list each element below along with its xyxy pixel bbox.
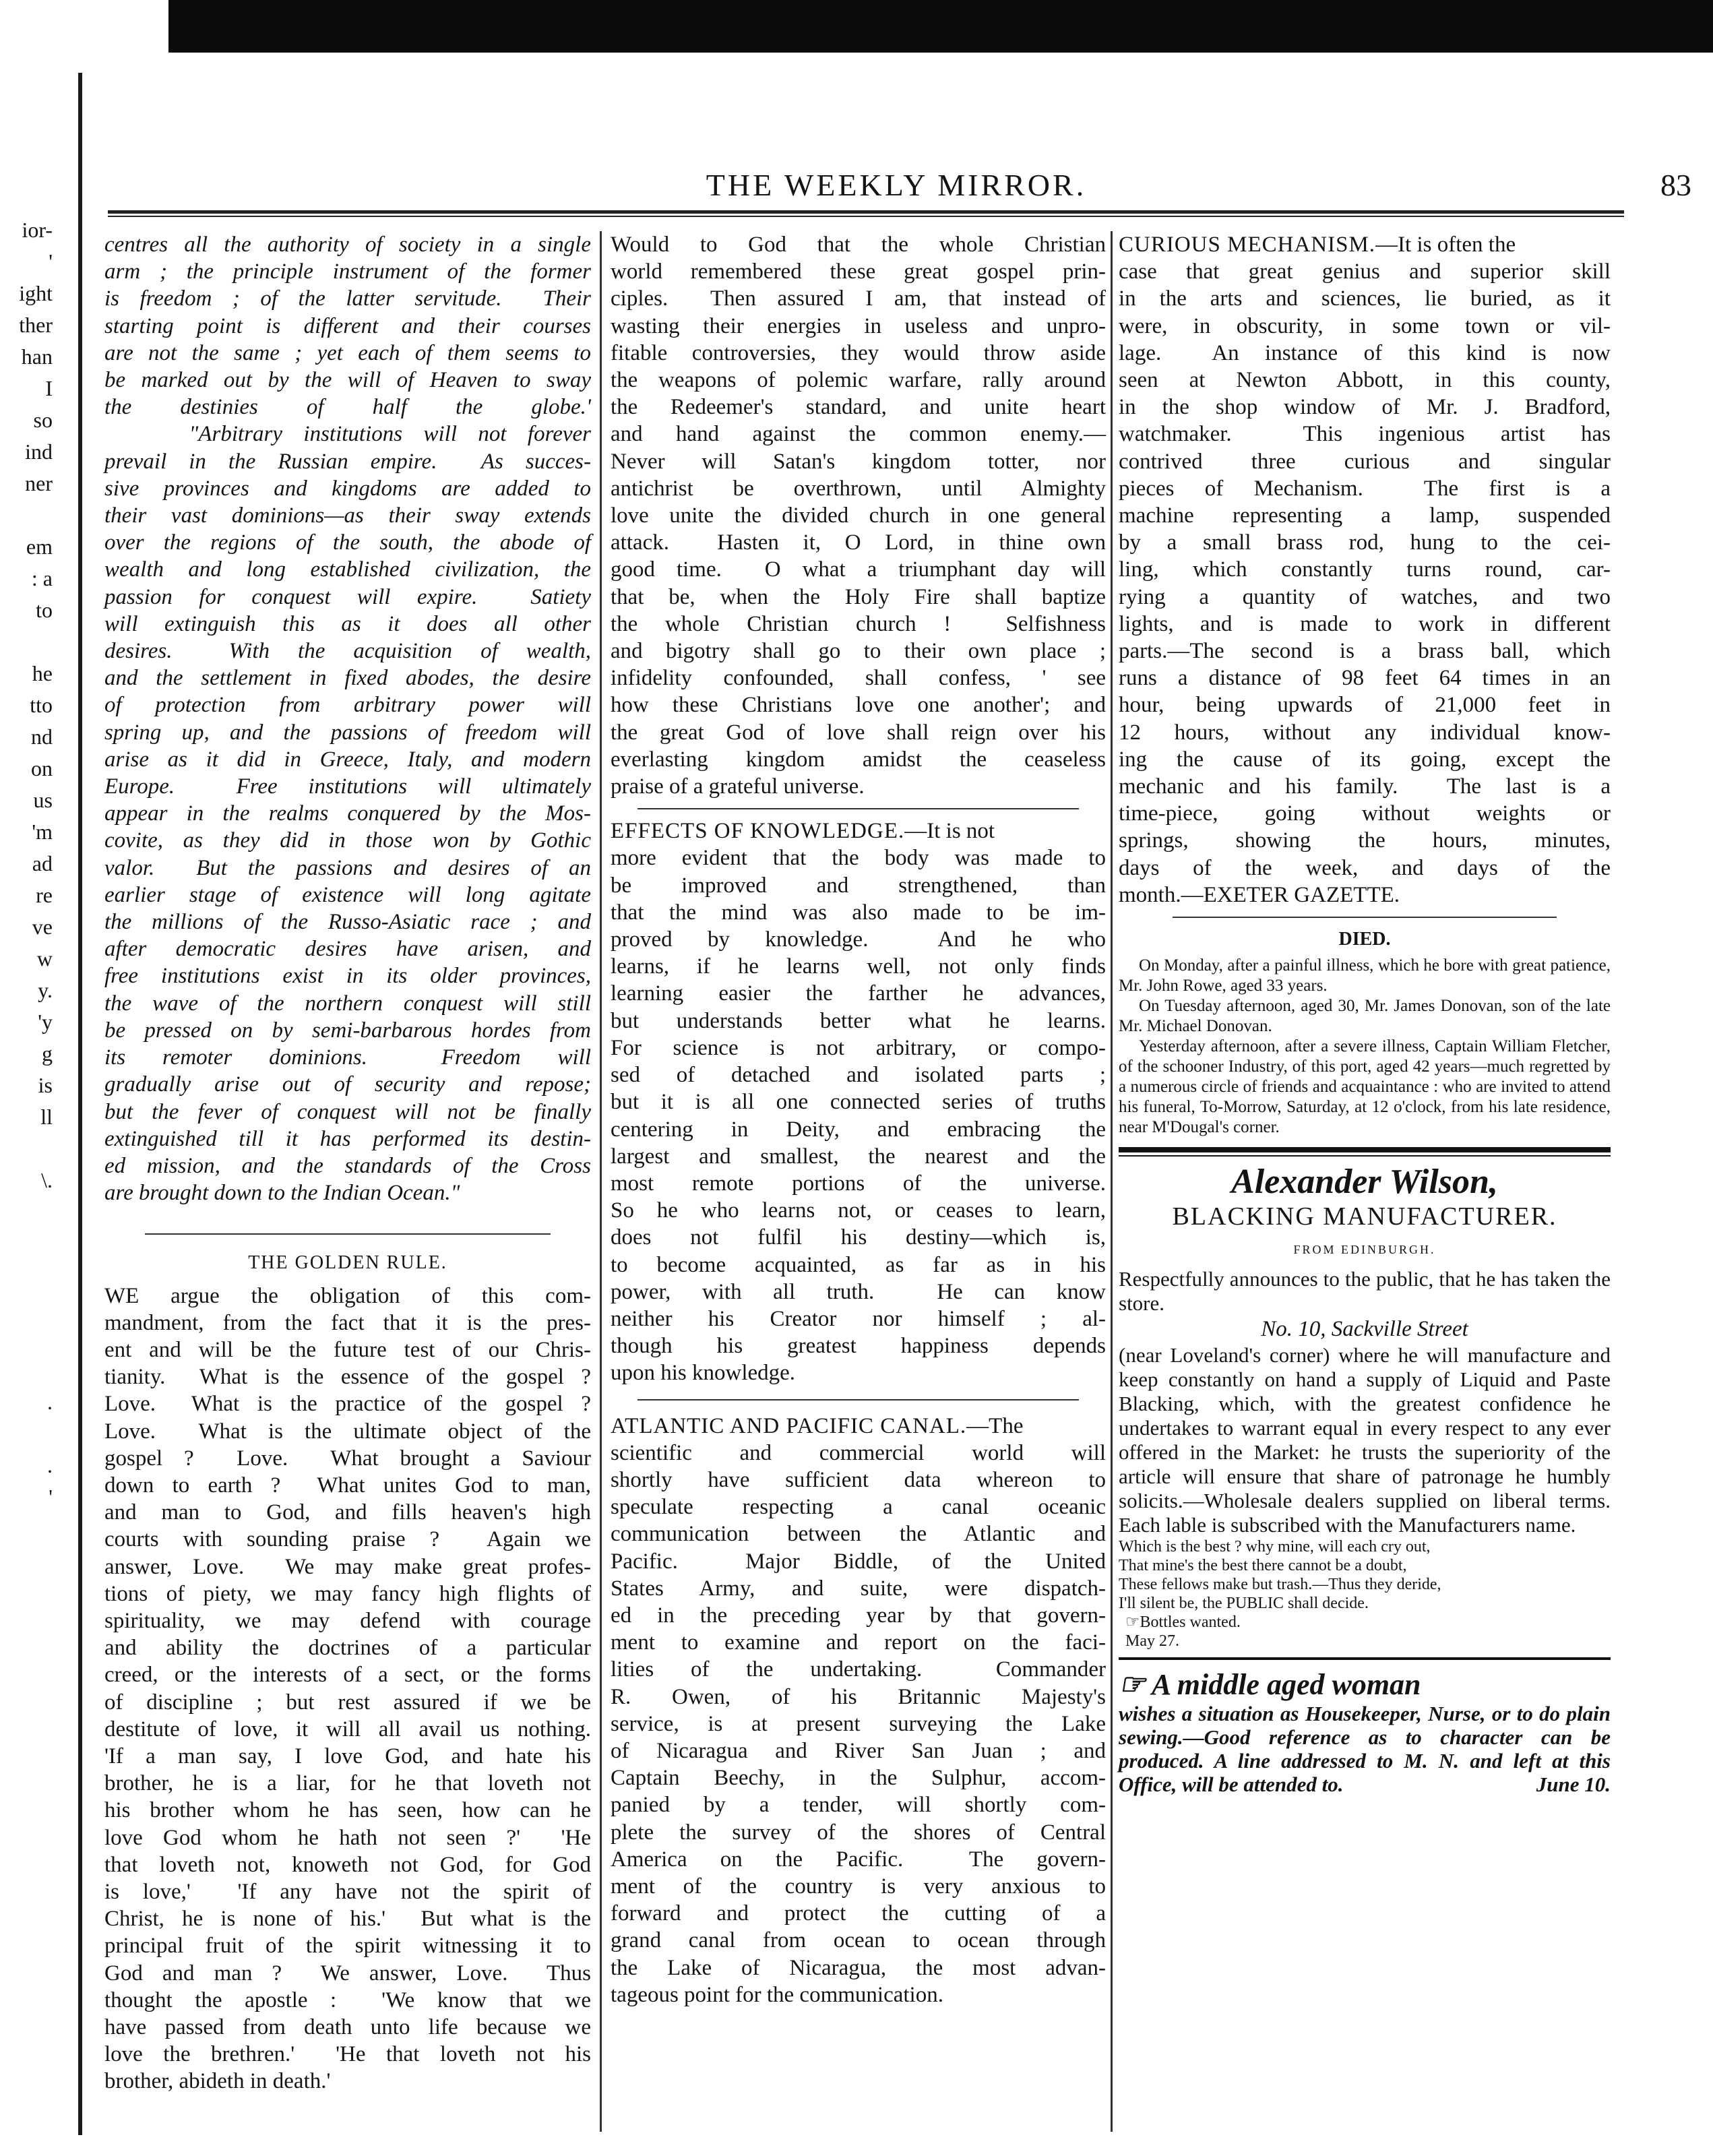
text-line: gradually arise out of security and repose; [104,1072,591,1097]
text-line: States Army, and suite, were dispatch- [611,1576,1106,1601]
text-line: creed, or the interests of a sect, or the forms [104,1663,591,1688]
text-line: grand canal from ocean to ocean through [611,1928,1106,1953]
margin-fragment [0,1323,75,1355]
text-line: and ability the doctrines of a particular [104,1636,591,1661]
text-line: good time. O what a triumphant day will [611,557,1106,582]
advertiser-name: Alexander Wilson, [1231,1163,1498,1202]
text-line: wealth and long established civilization, the [104,557,591,582]
text-line: ing the cause of its going, except the [1119,747,1611,772]
obituaries [1119,956,1611,1138]
text-line: more evident that the body was made to [611,846,1106,871]
text-line: proved by knowledge. And he who [611,927,1106,952]
margin-fragment: w [36,946,53,971]
margin-fragment: ' [49,249,53,274]
pointing-hand-icon: ☞ [1119,1667,1146,1701]
golden-rule-article [104,1283,591,2095]
text-line: antichrist be overthrown, until Almighty [611,476,1106,501]
text-line: appear in the realms conquered by the Mos- [104,801,591,826]
margin-fragment: is [38,1073,53,1097]
text-line: the Lake of Nicaragua, the most advan- [611,1955,1106,1980]
text-line: largest and smallest, the nearest and the [611,1144,1106,1169]
text-line: lights, and is made to work in different [1119,611,1611,636]
margin-fragment: 'm [32,820,53,844]
ad-intro: Respectfully announces to the public, that he has taken the store. [1119,1267,1611,1316]
text-line: parts.—The second is a brass ball, which [1119,639,1611,664]
margin-fragment: us [33,788,53,812]
text-line: ent and will be the future test of our Chris- [104,1337,591,1362]
margin-fragment: I [45,376,53,400]
text-line: Would to God that the whole Christian [611,233,1106,257]
christian-unity-paragraph [611,231,1106,800]
margin-fragment: ind [25,439,53,464]
ad-date: May 27. [1125,1632,1179,1650]
margin-fragment: ll [40,1105,53,1129]
text-line: are not the same ; yet each of them seems to [104,340,591,365]
margin-fragment: he [32,661,53,685]
ad-bottles-note: ☞Bottles wanted. [1125,1613,1241,1631]
column-rule-1 [600,231,602,2132]
knowledge-article: EFFECTS OF KNOWLEDGE.—It is not more evident that the body was made to be improved and strengthened, than that the mind was also made to be im- proved by knowledge. And he who learns, if he learns well, not only finds learning easier the farther he advances, but understands better what he learns. For science is not arbitrary, or compo- sed of detached and isolated parts ; but it is all one connected series of truths centering in Deity, and embracing the largest and smallest, the nearest and the most remote portions of the universe. So he who learns not, or ceases to learn, does not fulfil his destiny—which is, to become acquainted, as far as in his power, with all truth. He can know neither his Creator nor himself ; al- though his greatest happiness depends upon his knowledge. [611,818,1106,1386]
text-line: Christ, he is none of his.' But what is the [104,1907,591,1932]
margin-fragment: ight [19,281,53,305]
text-line: love God whom he hath not seen ?' 'He [104,1825,591,1850]
margin-fragment [0,1291,75,1323]
ad-rule-thin [1119,1155,1611,1157]
margin-fragment: 'y [38,1010,53,1034]
margin-fragment [0,1418,75,1450]
text-line: covite, as they did in those won by Gothic [104,828,591,853]
verse-line: Which is the best ? why mine, will each cry out, [1119,1537,1431,1556]
text-line: ed mission, and the standards of the Cross [104,1153,591,1178]
margin-fragment [0,1228,75,1260]
text-line: neither his Creator nor himself ; al- [611,1306,1106,1331]
text-line: 12 hours, without any individual know- [1119,720,1611,745]
text-line: over the regions of the south, the abode of [104,530,591,555]
text-line: arise as it did in Greece, Italy, and modern [104,747,591,772]
top-border-bar [0,0,1713,53]
text-line: the weapons of polemic warfare, rally around [611,368,1106,393]
text-line: communication between the Atlantic and [611,1522,1106,1547]
obituary-entry: Yesterday afternoon, after a severe illness, Captain William Fletcher, of the schooner Industry, of this port, aged 42 years—much regretted by a numerous circle of friends and acquaintance : who are invited to attend his funeral, To-Morrow, Saturday, at 12 o'clock, from his late residence, near M'Dougal's corner. [1119,1037,1611,1137]
russia-quote [104,231,591,1206]
text-line: lities of the undertaking. Commander [611,1657,1106,1682]
text-line: free institutions exist in its older provinces, [104,964,591,989]
header-rule-thin [108,216,1624,217]
text-line: power, with all truth. He can know [611,1279,1106,1304]
text-line: are brought down to the Indian Ocean." [104,1181,460,1206]
text-line: 'If a man say, I love God, and hate his [104,1744,591,1768]
column-1 [104,231,591,2095]
housekeeper-headline: A middle aged woman [1151,1667,1421,1701]
text-line: sive provinces and kingdoms are added to [104,476,591,501]
text-line: lage. An instance of this kind is now [1119,340,1611,365]
margin-fragment: to [36,598,53,622]
mechanism-article: CURIOUS MECHANISM.—It is often the case that great genius and superior skill in the arts and sciences, lie buried, as it were, in obscurity, in some town or vil- lage. An instance of this kind is now seen at Newton Abbott, in this county, in the shop window of Mr. J. Bradford, watchmaker. This ingenious artist has contrived three curious and singular pieces of Mechanism. The first is a machine representing a lamp, suspended by a small brass rod, hung to the cei- ling, which constantly turns round, car- rying a quantity of watches, and two lights, and is made to work in different parts.—The second is a brass ball, which runs a distance of 98 feet 64 times in an hour, being upwards of 21,000 feet in 12 hours, without any individual know- ing the cause of its going, except the mechanic and his family. The last is a time-piece, going without weights or springs, showing the hours, minutes, days of the week, and days of the month.—EXETER GAZETTE. [1119,231,1611,908]
text-line: to become acquainted, as far as in his [611,1252,1106,1277]
housekeeper-advertisement [1119,1668,1611,1796]
newspaper-title: THE WEEKLY MIRROR. [706,168,1087,202]
text-line: desires. With the acquisition of wealth, [104,639,591,664]
text-line: and the settlement in fixed abodes, the desire [104,666,591,691]
text-line: "Arbitrary institutions will not forever [104,422,591,447]
text-line: Captain Beechy, in the Sulphur, accom- [611,1766,1106,1791]
text-line: courts with sounding praise ? Again we [104,1527,591,1552]
text-line: how these Christians love one another'; and [611,693,1106,718]
text-line: be marked out by the will of Heaven to sway [104,368,591,393]
text-line: extinguished till it has performed its destin- [104,1126,591,1151]
ad-address: No. 10, Sackville Street [1261,1317,1468,1342]
text-line: wasting their energies in useless and unpro- [611,313,1106,338]
text-line: the whole Christian church ! Selfishness [611,611,1106,636]
text-line: brother, he is a liar, for he that loveth not [104,1771,591,1796]
text-line: though his greatest happiness depends [611,1334,1106,1359]
text-line: the Redeemer's standard, and unite heart [611,395,1106,420]
text-line: the millions of the Russo-Asiatic race ; and [104,910,591,935]
text-line: rying a quantity of watches, and two [1119,584,1611,609]
text-line: its remoter dominions. Freedom will [104,1045,591,1070]
text-line: mandment, from the fact that it is the pres- [104,1310,591,1335]
text-line: month.—EXETER GAZETTE. [1119,882,1400,907]
margin-fragment: : a [31,566,53,590]
section-divider [145,1233,551,1235]
text-line: the great God of love shall reign over his [611,720,1106,745]
text-line: but understands better what he learns. [611,1008,1106,1033]
margin-fragment: em [26,534,53,559]
margin-fragment: ' [49,1485,53,1509]
text-line: answer, Love. We may make great profes- [104,1554,591,1579]
text-line: world remembered these great gospel prin- [611,259,1106,284]
margin-fragment [0,499,75,531]
left-margin-fragments [0,214,75,1513]
text-line: mechanic and his family. The last is a [1119,774,1611,799]
text-line: most remote portions of the universe. [611,1171,1106,1196]
section-divider [637,808,1079,809]
canal-title: ATLANTIC AND PACIFIC CANAL. [611,1413,967,1438]
text-line: attack. Hasten it, O Lord, in thine own [611,530,1106,555]
text-line: springs, showing the hours, minutes, [1119,828,1611,853]
text-line: contrived three curious and singular [1119,449,1611,474]
text-line: learns, if he learns well, not only finds [611,954,1106,979]
margin-fragment: g [42,1041,53,1066]
mechanism-title: CURIOUS MECHANISM. [1119,233,1376,257]
margin-fragment: \. [41,1168,53,1192]
verse-line: That mine's the best there cannot be a doubt, [1119,1556,1407,1574]
verse-line: I'll silent be, the PUBLIC shall decide. [1119,1594,1369,1612]
text-line: earlier stage of existence will long agitate [104,882,591,907]
text-line: is freedom ; of the latter servitude. Their [104,286,591,311]
text-line: spring up, and the passions of freedom will [104,720,591,745]
text-line: speculate respecting a canal oceanic [611,1495,1106,1520]
ad-verse [1119,1537,1611,1613]
text-line: does not fulfil his destiny—which is, [611,1225,1106,1250]
text-line: pieces of Mechanism. The first is a [1119,476,1611,501]
text-line: ling, which constantly turns round, car- [1119,557,1611,582]
text-line: WE argue the obligation of this com- [104,1283,591,1308]
housekeeper-date: June 10. [1536,1772,1611,1796]
page-header [88,167,1705,208]
text-line: destitute of love, it will all avail us nothing. [104,1717,591,1742]
margin-fragment: y. [38,978,53,1002]
obituary-entry: On Tuesday afternoon, aged 30, Mr. James Donovan, son of the late Mr. Michael Donovan. [1119,997,1611,1036]
text-line: after democratic desires have arisen, and [104,937,591,962]
text-line: days of the week, and days of the [1119,855,1611,880]
text-line: prevail in the Russian empire. As succes- [104,449,591,474]
text-line: America on the Pacific. The govern- [611,1847,1106,1872]
text-line: of Nicaragua and River San Juan ; and [611,1738,1106,1763]
text-line: but it is all one connected series of truths [611,1090,1106,1115]
margin-fragment: so [33,408,53,432]
text-line: centering in Deity, and embracing the [611,1117,1106,1142]
text-line: ment to examine and report on the faci- [611,1630,1106,1655]
text-line: infidelity confounded, shall confess, ' see [611,666,1106,691]
text-line: were, in obscurity, in some town or vil- [1119,313,1611,338]
text-line: thought the apostle : 'We know that we [104,1988,591,2012]
text-line: in the shop window of Mr. J. Bradford, [1119,395,1611,420]
margin-fragment: han [21,344,53,369]
text-line: case that great genius and superior skill [1119,259,1611,284]
text-line: runs a distance of 98 feet 64 times in an [1119,666,1611,691]
text-line: be pressed on by semi-barbarous hordes from [104,1018,591,1043]
text-line: watchmaker. This ingenious artist has [1119,422,1611,447]
text-line: scientific and commercial world will [611,1440,1106,1465]
text-line: praise of a grateful universe. [611,774,865,799]
text-line: So he who learns not, or ceases to learn, [611,1198,1106,1223]
canal-article: ATLANTIC AND PACIFIC CANAL.—The scientific and commercial world will shortly have sufficient data whereon to speculate respecting a canal oceanic communication between the Atlantic and Pacific. Major Biddle, of the United States Army, and suite, were dispatch- ed in the preceding year by that govern- ment to examine and report on the faci- lities of the undertaking. Commander R. Owen, of his Britannic Majesty's service, is at present surveying the Lake of Nicaragua and River San Juan ; and Captain Beechy, in the Sulphur, accom- panied by a tender, will shortly com- plete the survey of the shores of Central America on the Pacific. The govern- ment of the country is very anxious to forward and protect the cutting of a grand canal from ocean to ocean through the Lake of Nicaragua, the most advan- tageous point for the communication. [611,1413,1106,2008]
header-rule [108,210,1624,214]
text-line: fitable controversies, they would throw aside [611,340,1106,365]
margin-fragment: ad [32,851,53,875]
ad-body: (near Loveland's corner) where he will manufacture and keep constantly on hand a supply of Liquid and Paste Blacking, which, with the greatest confidence he undertakes to warrant equal in every respect to any ever offered in the Market: he trusts the superiority of the article will ensure that share of patronage he humbly solicits.—Wholesale dealers supplied on liberal terms. Each lable is subscribed with the Manufacturers name. [1119,1343,1611,1537]
text-line: his brother whom he has seen, how can he [104,1798,591,1823]
margin-fragment: . [47,1453,53,1477]
ad-rule [1119,1657,1611,1660]
text-line: shortly have sufficient data whereon to [611,1467,1106,1492]
margin-fragment [0,1260,75,1291]
text-line: and man to God, and fills heaven's high [104,1500,591,1525]
text-line: passion for conquest will expire. Satiety [104,584,591,609]
text-line: valor. But the passions and desires of an [104,855,591,880]
text-line: tageous point for the communication. [611,1982,943,2007]
margin-fragment: nd [31,725,53,749]
margin-fragment [0,1133,75,1165]
died-title: DIED. [1338,929,1391,950]
text-line: by a small brass rod, hung to the cei- [1119,530,1611,555]
housekeeper-body: wishes a situation as Housekeeper, Nurse, or to do plain sewing.—Good reference as to character can be produced. A line addressed to M. N. and left at this Office, will be attended to. [1119,1701,1611,1796]
text-line: Love. What is the ultimate object of the [104,1419,591,1444]
text-line: will extinguish this as it does all other [104,611,591,636]
text-line: of protection from arbitrary power will [104,693,591,718]
text-line: ed in the preceding year by that govern- [611,1603,1106,1628]
text-line: love unite the divided church in one general [611,503,1106,528]
text-line: the wave of the northern conquest will still [104,991,591,1016]
advertiser-trade: BLACKING MANUFACTURER. [1172,1202,1557,1231]
text-line: ment of the country is very anxious to [611,1874,1106,1899]
obituary-entry: On Monday, after a painful illness, which he bore with great patience, Mr. John Rowe, aged 33 years. [1119,956,1611,995]
margin-fragment [0,1196,75,1228]
section-divider [637,1399,1079,1400]
text-line: seen at Newton Abbott, in this county, [1119,368,1611,393]
margin-fragment [0,1355,75,1386]
advertiser-origin: FROM EDINBURGH. [1293,1243,1436,1257]
margin-fragment: ner [25,471,53,495]
text-line: Never will Satan's kingdom totter, nor [611,449,1106,474]
top-border-gap [0,0,168,53]
text-line: service, is at present surveying the Lake [611,1711,1106,1736]
text-line: and hand against the common enemy.— [611,422,1106,447]
text-line: principal fruit of the spirit witnessing it to [104,1934,591,1959]
column-3 [1119,231,1611,1796]
column-rule-2 [1111,231,1113,2132]
text-line: in the arts and sciences, lie buried, as it [1119,286,1611,311]
text-line: centres all the authority of society in a single [104,233,591,257]
margin-fragment: ve [32,915,53,939]
text-line: For science is not arbitrary, or compo- [611,1035,1106,1060]
margin-fragment: re [36,883,53,907]
page-number: 83 [1660,168,1691,202]
text-line: plete the survey of the shores of Central [611,1820,1106,1845]
text-line: spirituality, we may defend with courage [104,1608,591,1633]
text-line: machine representing a lamp, suspended [1119,503,1611,528]
text-line: learning easier the farther he advances, [611,981,1106,1006]
text-line: that loveth not, knoweth not God, for God [104,1852,591,1877]
text-line: gospel ? Love. What brought a Saviour [104,1446,591,1471]
text-line: down to earth ? What unites God to man, [104,1473,591,1498]
margin-fragment: ior- [22,218,53,242]
binding-rule [78,73,82,2135]
section-divider [1173,917,1557,918]
text-line: hour, being upwards of 21,000 feet in [1119,693,1611,718]
text-line: arm ; the principle instrument of the former [104,259,591,284]
text-line: God and man ? We answer, Love. Thus [104,1961,591,1985]
text-line: upon his knowledge. [611,1361,796,1386]
text-line: is love,' 'If any have not the spirit of [104,1879,591,1904]
column-2 [611,231,1106,2008]
margin-fragment [0,626,75,658]
text-line: but the fever of conquest will not be finally [104,1099,591,1124]
text-line: brother, abideth in death.' [104,2069,331,2094]
margin-fragment: . [47,1390,53,1414]
text-line: R. Owen, of his Britannic Majesty's [611,1684,1106,1709]
text-line: sed of detached and isolated parts ; [611,1063,1106,1088]
text-line: everlasting kingdom amidst the ceaseless [611,747,1106,772]
text-line: have passed from death unto life because we [104,2015,591,2039]
text-line: Pacific. Major Biddle, of the United [611,1549,1106,1574]
text-line: of discipline ; but rest assured if we be [104,1690,591,1715]
ad-rule-thick [1119,1147,1611,1152]
text-line: love the brethren.' 'He that loveth not his [104,2042,591,2067]
text-line: starting point is different and their courses [104,313,591,338]
text-line: be improved and strengthened, than [611,873,1106,898]
verse-line: These fellows make but trash.—Thus they deride, [1119,1575,1441,1593]
text-line: that the mind was also made to be im- [611,900,1106,925]
text-line: their vast dominions—as their sway extends [104,503,591,528]
text-line: that be, when the Holy Fire shall baptize [611,584,1106,609]
text-line: ciples. Then assured I am, that instead of [611,286,1106,311]
text-line: tions of piety, we may fancy high flights of [104,1581,591,1606]
text-line: forward and protect the cutting of a [611,1901,1106,1926]
knowledge-title: EFFECTS OF KNOWLEDGE. [611,819,905,844]
text-line: Europe. Free institutions will ultimately [104,774,591,799]
text-line: tianity. What is the essence of the gospel ? [104,1365,591,1390]
margin-fragment: on [31,756,53,780]
margin-fragment: tto [30,693,53,717]
blacking-advertisement [1119,1163,1611,1650]
text-line: Love. What is the practice of the gospel ? [104,1392,591,1417]
golden-rule-title: THE GOLDEN RULE. [248,1252,447,1274]
text-line: the destinies of half the globe.' [104,395,591,420]
text-line: time-piece, going without weights or [1119,801,1611,826]
text-line: and bigotry shall go to their own place ; [611,639,1106,664]
margin-fragment: ther [19,313,53,337]
text-line: panied by a tender, will shortly com- [611,1793,1106,1818]
